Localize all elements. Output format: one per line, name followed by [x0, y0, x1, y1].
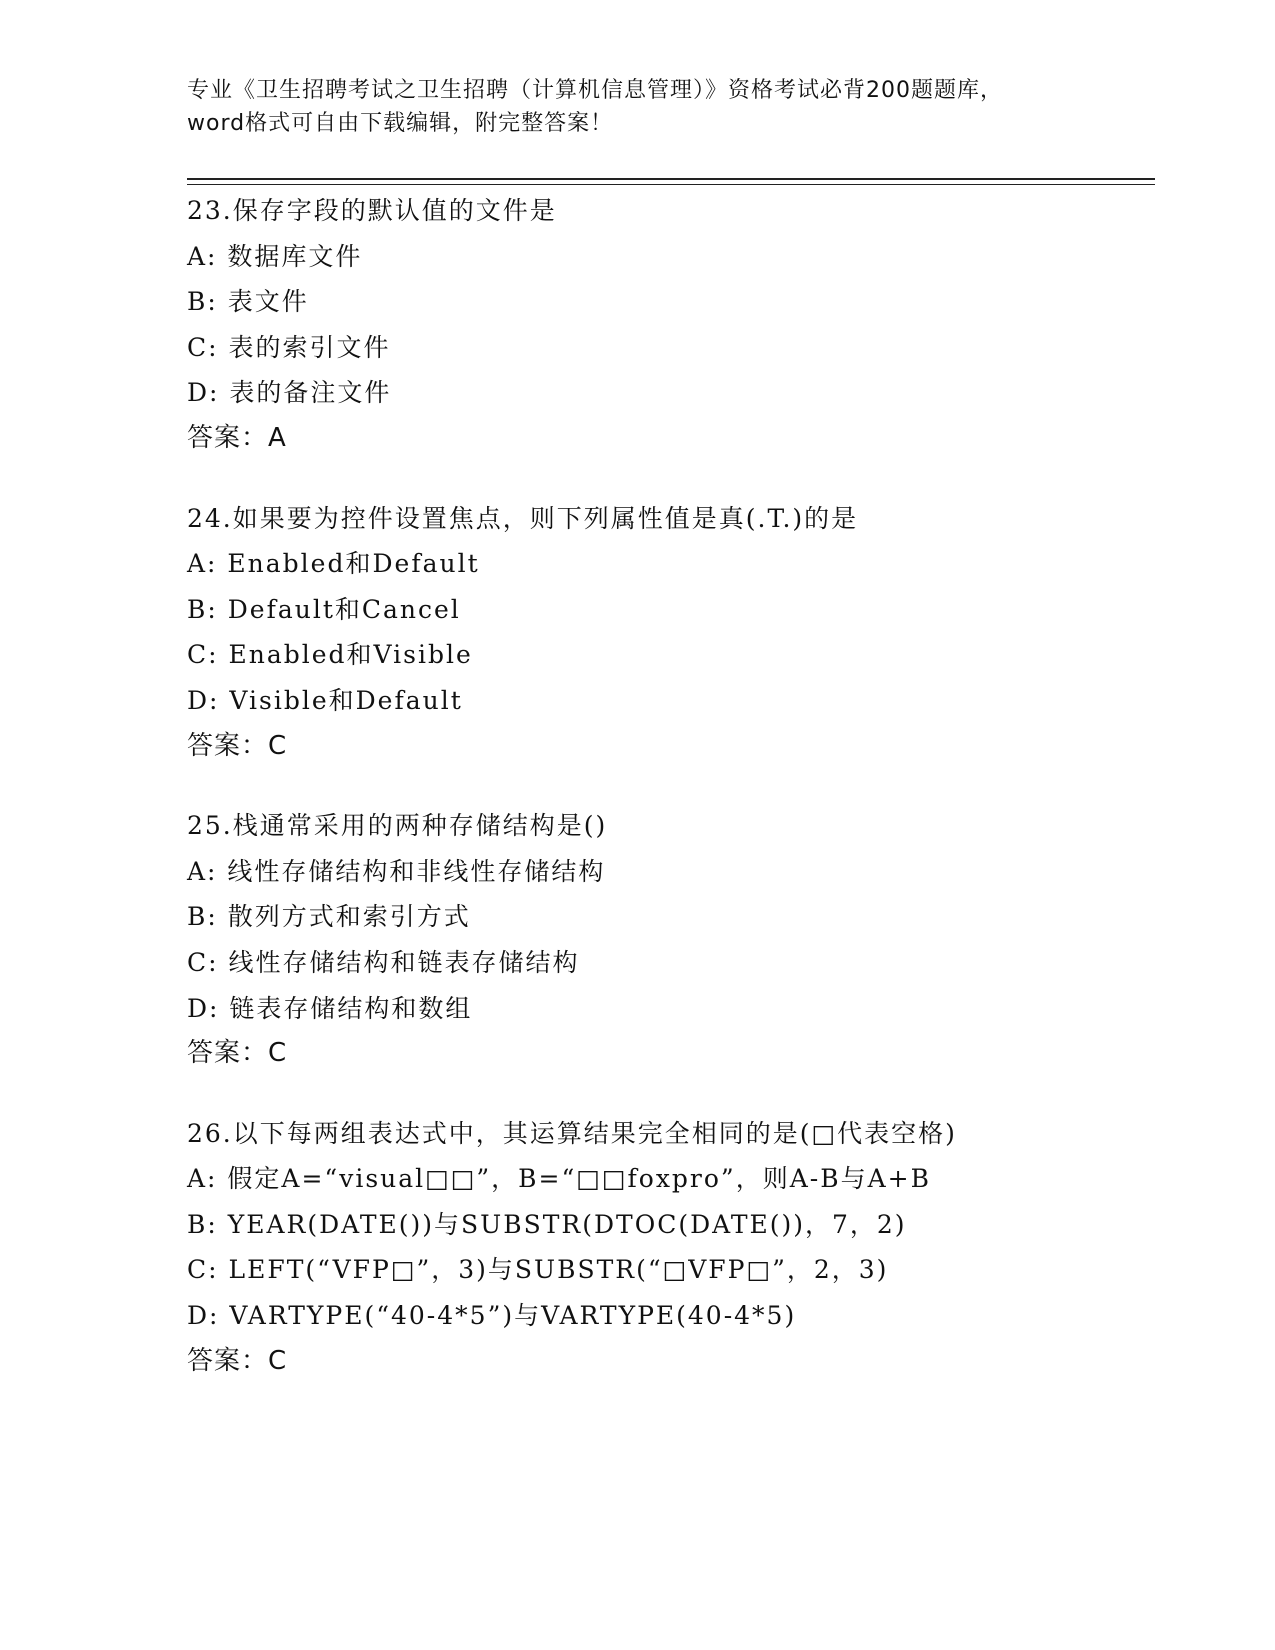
- question-25: [187, 803, 1167, 1077]
- question-stem: 23.保存字段的默认值的文件是: [187, 196, 557, 225]
- option-c: C: Enabled和Visible: [187, 640, 473, 670]
- answer-line: 答案：C: [187, 1038, 288, 1069]
- question-23: [187, 188, 1167, 462]
- option-c: C: 表的索引文件: [187, 332, 391, 362]
- option-c: C: 线性存储结构和链表存储结构: [187, 947, 580, 977]
- header-rule-thin: [187, 184, 1155, 185]
- option-a: A: Enabled和Default: [187, 549, 480, 579]
- option-b: B: 表文件: [187, 287, 309, 317]
- document-header: [187, 74, 1087, 140]
- answer-line: 答案：A: [187, 422, 287, 453]
- header-line-1: 专业《卫生招聘考试之卫生招聘（计算机信息管理）》资格考试必背200题题库，: [187, 78, 1003, 103]
- question-24: [187, 496, 1167, 770]
- question-list: [187, 188, 1167, 1418]
- answer-line: 答案：C: [187, 1345, 288, 1376]
- header-rule-thick: [187, 178, 1155, 180]
- question-26: [187, 1111, 1167, 1385]
- option-d: D: 链表存储结构和数组: [187, 993, 473, 1023]
- header-line-2: word格式可自由下载编辑，附完整答案！: [187, 111, 614, 136]
- option-d: D: Visible和Default: [187, 685, 463, 715]
- option-d: D: 表的备注文件: [187, 378, 392, 408]
- option-b: B: YEAR(DATE())与SUBSTR(DTOC(DATE())，7，2): [187, 1209, 907, 1239]
- option-d: D: VARTYPE(“40-4*5”)与VARTYPE(40-4*5): [187, 1301, 797, 1331]
- option-a: A: 假定A=“visual□□”，B=“□□foxpro”，则A-B与A+B: [187, 1164, 931, 1194]
- question-stem: 25.栈通常采用的两种存储结构是(): [187, 811, 608, 841]
- option-c: C: LEFT(“VFP□”，3)与SUBSTR(“□VFP□”，2，3): [187, 1255, 889, 1285]
- option-a: A: 线性存储结构和非线性存储结构: [187, 856, 606, 886]
- option-b: B: 散列方式和索引方式: [187, 902, 471, 932]
- question-stem: 24.如果要为控件设置焦点，则下列属性值是真(.T.)的是: [187, 503, 859, 533]
- option-a: A: 数据库文件: [187, 241, 363, 271]
- answer-line: 答案：C: [187, 730, 288, 761]
- question-stem: 26.以下每两组表达式中，其运算结果完全相同的是(□代表空格): [187, 1118, 957, 1148]
- option-b: B: Default和Cancel: [187, 594, 461, 624]
